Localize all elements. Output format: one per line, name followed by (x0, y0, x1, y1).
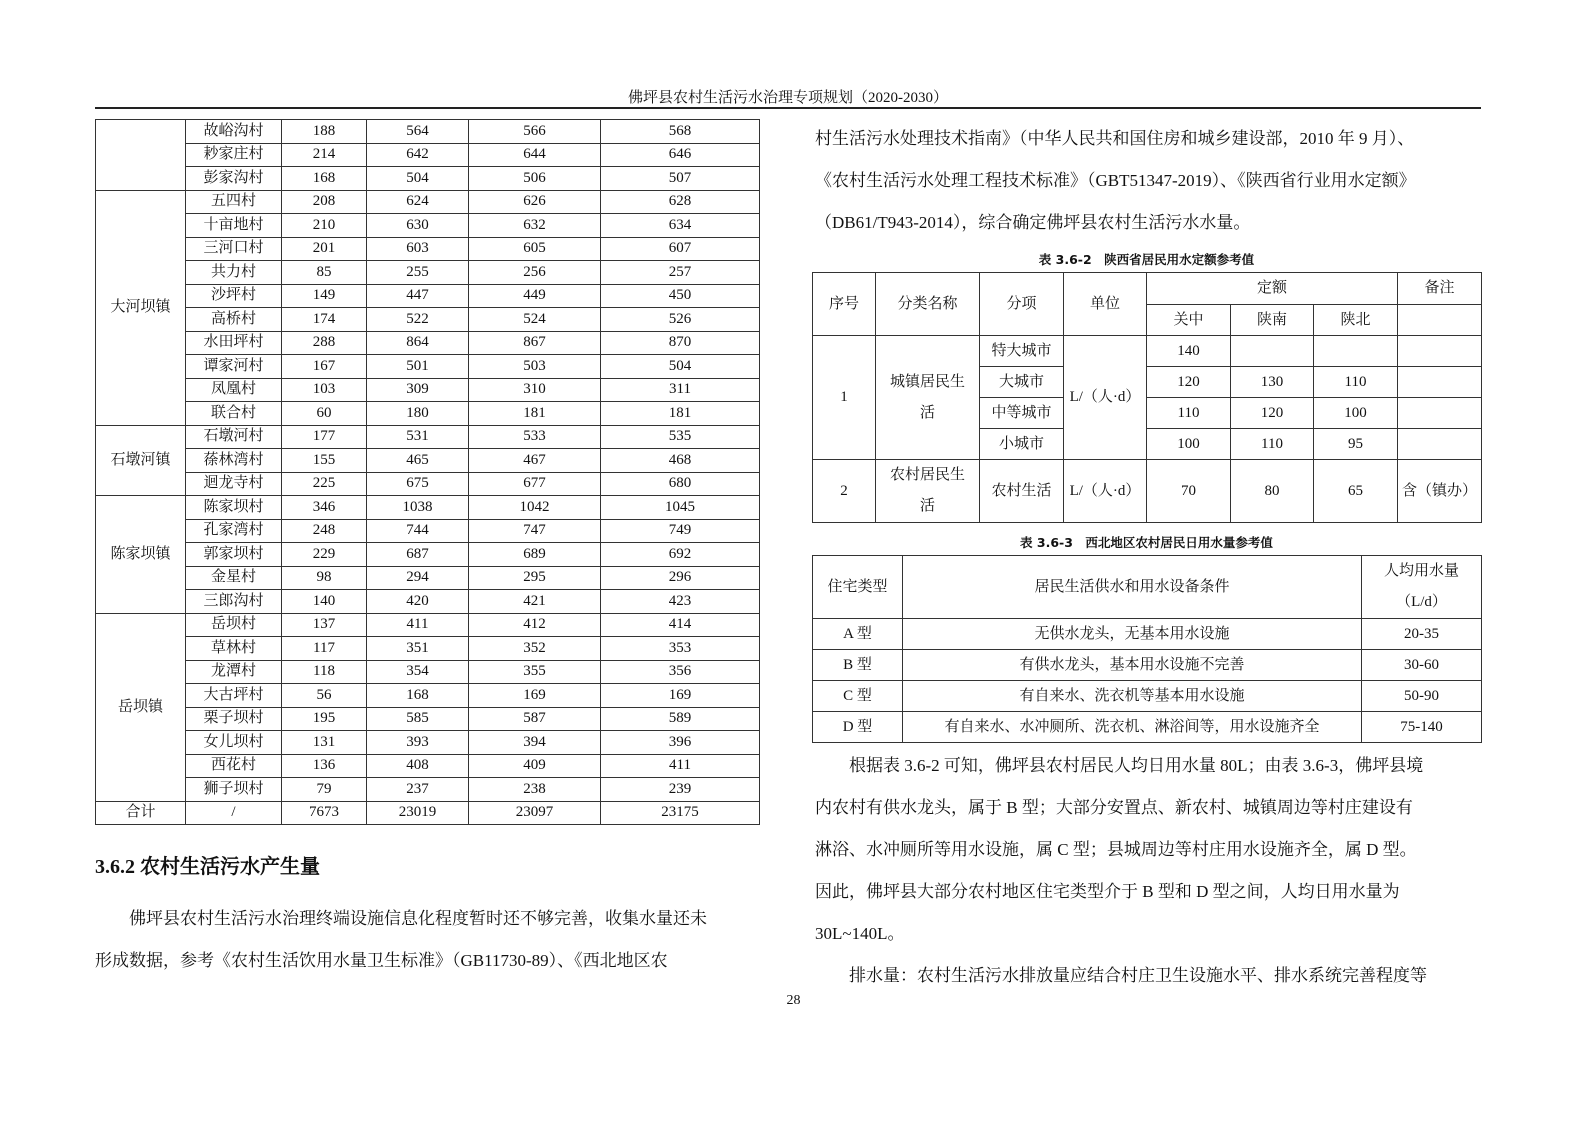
village-cell: 西花村 (186, 754, 282, 778)
header-unit: 单位 (1064, 273, 1147, 336)
value-cell: 522 (367, 308, 469, 332)
value-cell: 393 (367, 731, 469, 755)
value-cell: 449 (469, 284, 601, 308)
village-cell: 凤凰村 (186, 378, 282, 402)
value-cell: 501 (367, 355, 469, 379)
value-cell: 589 (601, 707, 760, 731)
value-cell: 288 (282, 331, 367, 355)
text-line: 排水量：农村生活污水排放量应结合村庄卫生设施水平、排水系统完善程度等 (849, 966, 1427, 985)
paragraph-intro (95, 898, 759, 982)
table-row (96, 496, 760, 520)
value-cell: 351 (367, 637, 469, 661)
header-guanzhong: 关中 (1147, 305, 1231, 336)
value-cell: 408 (367, 754, 469, 778)
value-cell: 864 (367, 331, 469, 355)
value-cell: 117 (282, 637, 367, 661)
header-amount-line2: （L/d） (1396, 594, 1447, 610)
value-cell: 140 (282, 590, 367, 614)
value-cell: 255 (367, 261, 469, 285)
village-cell: 水田坪村 (186, 331, 282, 355)
table-row (96, 190, 760, 214)
row1-unit: L/（人·d） (1064, 336, 1147, 460)
table-row (96, 378, 760, 402)
row1-seq: 1 (813, 336, 876, 460)
table-row (96, 284, 760, 308)
value-cell: 1038 (367, 496, 469, 520)
value-cell: 394 (469, 731, 601, 755)
value-cell: 309 (367, 378, 469, 402)
value-cell: 412 (469, 613, 601, 637)
value-cell: 675 (367, 472, 469, 496)
value-cell: 526 (601, 308, 760, 332)
value-cell: 603 (367, 237, 469, 261)
value-cell: 411 (367, 613, 469, 637)
value-cell: 533 (469, 425, 601, 449)
value-cell: 188 (282, 120, 367, 144)
value-cell: 346 (282, 496, 367, 520)
town-cell (96, 120, 186, 191)
village-cell: 岳坝村 (186, 613, 282, 637)
amount-cell: 75-140 (1362, 712, 1482, 743)
text-line: 因此，佛坪县大部分农村地区住宅类型介于 B 型和 D 型之间，人均日用水量为 (815, 882, 1400, 901)
table-row (96, 590, 760, 614)
value-cell: 632 (469, 214, 601, 238)
village-cell: 高桥村 (186, 308, 282, 332)
value-cell: 411 (601, 754, 760, 778)
value-cell: 169 (601, 684, 760, 708)
quota-cell: 120 (1147, 367, 1231, 398)
value-cell: 692 (601, 543, 760, 567)
value-cell: 239 (601, 778, 760, 802)
note-cell (1398, 429, 1482, 460)
table-row (96, 425, 760, 449)
amount-cell: 50-90 (1362, 681, 1482, 712)
village-cell: 孔家湾村 (186, 519, 282, 543)
value-cell: 296 (601, 566, 760, 590)
quota-cell (1314, 336, 1398, 367)
value-cell: 1042 (469, 496, 601, 520)
village-cell: 三河口村 (186, 237, 282, 261)
value-cell: 587 (469, 707, 601, 731)
quota-cell (1231, 336, 1314, 367)
value-cell: 256 (469, 261, 601, 285)
header-condition: 居民生活供水和用水设备条件 (903, 556, 1362, 619)
value-cell: 60 (282, 402, 367, 426)
row2-note: 含（镇办） (1398, 460, 1482, 523)
table-row (96, 754, 760, 778)
value-cell: 181 (469, 402, 601, 426)
village-cell: 石墩河村 (186, 425, 282, 449)
table-row (96, 566, 760, 590)
value-cell: 450 (601, 284, 760, 308)
header-quota: 定额 (1147, 273, 1398, 305)
value-cell: 169 (469, 684, 601, 708)
quota-cell: 130 (1231, 367, 1314, 398)
village-cell: 陈家坝村 (186, 496, 282, 520)
header-amount-line1: 人均用水量 (1383, 563, 1459, 579)
note-cell (1398, 398, 1482, 429)
value-cell: 257 (601, 261, 760, 285)
text-line: 根据表 3.6-2 可知，佛坪县农村居民人均日用水量 80L；由表 3.6-3，佛坪县境 (849, 756, 1424, 775)
value-cell: 870 (601, 331, 760, 355)
value-cell: 1045 (601, 496, 760, 520)
village-cell: 狮子坝村 (186, 778, 282, 802)
value-cell: 531 (367, 425, 469, 449)
table-row (96, 707, 760, 731)
village-cell: 沙坪村 (186, 284, 282, 308)
value-cell: 355 (469, 660, 601, 684)
value-cell: 467 (469, 449, 601, 473)
shaanxi-quota-table (812, 272, 1482, 523)
value-cell: 749 (601, 519, 760, 543)
text-line: 内农村有供水龙头，属于 B 型；大部分安置点、新农村、城镇周边等村庄建设有 (815, 798, 1413, 817)
value-cell: 168 (367, 684, 469, 708)
value-cell: 353 (601, 637, 760, 661)
village-cell: 谭家河村 (186, 355, 282, 379)
village-cell: 五四村 (186, 190, 282, 214)
value-cell: 535 (601, 425, 760, 449)
total-cell: 23097 (469, 801, 601, 825)
value-cell: 423 (601, 590, 760, 614)
value-cell: 644 (469, 143, 601, 167)
value-cell: 208 (282, 190, 367, 214)
table-row (96, 543, 760, 567)
header-seq: 序号 (813, 273, 876, 336)
text-line: 佛坪县农村生活污水治理终端设施信息化程度暂时还不够完善，收集水量还未 (129, 909, 707, 928)
value-cell: 352 (469, 637, 601, 661)
table-row (96, 684, 760, 708)
condition-cell: 有供水龙头，基本用水设施不完善 (903, 650, 1362, 681)
value-cell: 504 (601, 355, 760, 379)
value-cell: 680 (601, 472, 760, 496)
quota-cell: 120 (1231, 398, 1314, 429)
quota-cell: 140 (1147, 336, 1231, 367)
value-cell: 747 (469, 519, 601, 543)
value-cell: 689 (469, 543, 601, 567)
table-row (96, 308, 760, 332)
village-cell: 联合村 (186, 402, 282, 426)
value-cell: 155 (282, 449, 367, 473)
value-cell: 168 (282, 167, 367, 191)
value-cell: 867 (469, 331, 601, 355)
value-cell: 524 (469, 308, 601, 332)
text-line: 《农村生活污水处理工程技术标准》（GBT51347-2019）、《陕西省行业用水定额》 (815, 171, 1416, 190)
value-cell: 210 (282, 214, 367, 238)
type-cell: B 型 (813, 650, 903, 681)
value-cell: 201 (282, 237, 367, 261)
row2-guanzhong: 70 (1147, 460, 1231, 523)
total-row (96, 801, 760, 825)
value-cell: 85 (282, 261, 367, 285)
value-cell: 744 (367, 519, 469, 543)
table-row (96, 331, 760, 355)
total-cell: 23019 (367, 801, 469, 825)
value-cell: 506 (469, 167, 601, 191)
value-cell: 356 (601, 660, 760, 684)
village-water-table (95, 119, 760, 825)
header-item: 分项 (980, 273, 1064, 336)
value-cell: 504 (367, 167, 469, 191)
row2-item: 农村生活 (980, 460, 1064, 523)
value-cell: 677 (469, 472, 601, 496)
value-cell: 295 (469, 566, 601, 590)
item-cell: 大城市 (980, 367, 1064, 398)
village-cell: 蒣林湾村 (186, 449, 282, 473)
header-type: 住宅类型 (813, 556, 903, 619)
value-cell: 605 (469, 237, 601, 261)
value-cell: 118 (282, 660, 367, 684)
text-line: 村生活污水处理技术指南》（中华人民共和国住房和城乡建设部，2010 年 9 月）、 (815, 129, 1415, 148)
running-header: 佛坪县农村生活污水治理专项规划（2020-2030） (628, 90, 948, 106)
header-note: 备注 (1398, 273, 1482, 305)
value-cell: 214 (282, 143, 367, 167)
quota-cell: 100 (1147, 429, 1231, 460)
value-cell: 409 (469, 754, 601, 778)
amount-cell: 20-35 (1362, 619, 1482, 650)
table-row (96, 402, 760, 426)
value-cell: 630 (367, 214, 469, 238)
northwest-daily-water-table (812, 555, 1482, 743)
value-cell: 131 (282, 731, 367, 755)
quota-cell: 100 (1314, 398, 1398, 429)
value-cell: 465 (367, 449, 469, 473)
table-row (96, 143, 760, 167)
value-cell: 248 (282, 519, 367, 543)
page-number: 28 (786, 993, 801, 1008)
value-cell: 564 (367, 120, 469, 144)
value-cell: 103 (282, 378, 367, 402)
value-cell: 447 (367, 284, 469, 308)
row2-shannan: 80 (1231, 460, 1314, 523)
value-cell: 310 (469, 378, 601, 402)
type-cell: D 型 (813, 712, 903, 743)
total-cell: 7673 (282, 801, 367, 825)
value-cell: 149 (282, 284, 367, 308)
header-note-blank (1398, 305, 1482, 336)
value-cell: 646 (601, 143, 760, 167)
value-cell: 79 (282, 778, 367, 802)
value-cell: 237 (367, 778, 469, 802)
value-cell: 420 (367, 590, 469, 614)
table-row (96, 449, 760, 473)
value-cell: 503 (469, 355, 601, 379)
value-cell: 566 (469, 120, 601, 144)
table-caption-363: 表 3.6-3 西北地区农村居民日用水量参考值 (1020, 535, 1273, 550)
value-cell: 180 (367, 402, 469, 426)
row2-unit: L/（人·d） (1064, 460, 1147, 523)
value-cell: 354 (367, 660, 469, 684)
total-cell: / (186, 801, 282, 825)
value-cell: 634 (601, 214, 760, 238)
value-cell: 177 (282, 425, 367, 449)
value-cell: 181 (601, 402, 760, 426)
value-cell: 136 (282, 754, 367, 778)
total-cell: 23175 (601, 801, 760, 825)
village-cell: 耖家庄村 (186, 143, 282, 167)
village-cell: 金星村 (186, 566, 282, 590)
village-cell: 女儿坝村 (186, 731, 282, 755)
text-line: 30L~140L。 (815, 924, 905, 943)
paragraph-analysis (815, 745, 1481, 997)
table-row (96, 237, 760, 261)
village-cell: 大古坪村 (186, 684, 282, 708)
item-cell: 小城市 (980, 429, 1064, 460)
value-cell: 507 (601, 167, 760, 191)
item-cell: 特大城市 (980, 336, 1064, 367)
value-cell: 225 (282, 472, 367, 496)
table-row (96, 214, 760, 238)
value-cell: 642 (367, 143, 469, 167)
row1-category: 城镇居民生活 (876, 336, 980, 460)
table-row (96, 120, 760, 144)
amount-cell: 30-60 (1362, 650, 1482, 681)
value-cell: 238 (469, 778, 601, 802)
table-row (96, 355, 760, 379)
village-cell: 迴龙寺村 (186, 472, 282, 496)
village-cell: 故峪沟村 (186, 120, 282, 144)
quota-cell: 95 (1314, 429, 1398, 460)
quota-cell: 110 (1147, 398, 1231, 429)
table-row (96, 660, 760, 684)
note-cell (1398, 336, 1482, 367)
village-cell: 郭家坝村 (186, 543, 282, 567)
type-cell: A 型 (813, 619, 903, 650)
total-cell: 合计 (96, 801, 186, 825)
table-row (96, 519, 760, 543)
table-row (96, 167, 760, 191)
type-cell: C 型 (813, 681, 903, 712)
table-row (96, 637, 760, 661)
section-heading: 3.6.2 农村生活污水产生量 (95, 856, 320, 878)
row2-seq: 2 (813, 460, 876, 523)
value-cell: 585 (367, 707, 469, 731)
paragraph-intro-cont (815, 118, 1481, 244)
condition-cell: 有自来水、洗衣机等基本用水设施 (903, 681, 1362, 712)
value-cell: 174 (282, 308, 367, 332)
header-shanbei: 陕北 (1314, 305, 1398, 336)
village-cell: 栗子坝村 (186, 707, 282, 731)
village-cell: 三郎沟村 (186, 590, 282, 614)
condition-cell: 有自来水、水冲厕所、洗衣机、淋浴间等，用水设施齐全 (903, 712, 1362, 743)
village-cell: 草林村 (186, 637, 282, 661)
value-cell: 628 (601, 190, 760, 214)
header-rule (95, 107, 1481, 109)
table-row (96, 261, 760, 285)
value-cell: 167 (282, 355, 367, 379)
row2-category: 农村居民生活 (876, 460, 980, 523)
text-line: 淋浴、水冲厕所等用水设施，属 C 型；县城周边等村庄用水设施齐全，属 D 型。 (815, 840, 1417, 859)
value-cell: 414 (601, 613, 760, 637)
village-cell: 彭家沟村 (186, 167, 282, 191)
value-cell: 421 (469, 590, 601, 614)
header-amount (1362, 556, 1482, 619)
value-cell: 568 (601, 120, 760, 144)
table-row (96, 778, 760, 802)
village-cell: 十亩地村 (186, 214, 282, 238)
village-cell: 龙潭村 (186, 660, 282, 684)
value-cell: 137 (282, 613, 367, 637)
quota-cell: 110 (1231, 429, 1314, 460)
value-cell: 624 (367, 190, 469, 214)
value-cell: 311 (601, 378, 760, 402)
condition-cell: 无供水龙头，无基本用水设施 (903, 619, 1362, 650)
value-cell: 607 (601, 237, 760, 261)
value-cell: 195 (282, 707, 367, 731)
table-row (96, 731, 760, 755)
value-cell: 294 (367, 566, 469, 590)
table-row (96, 613, 760, 637)
town-cell: 大河坝镇 (96, 190, 186, 425)
value-cell: 229 (282, 543, 367, 567)
header-category: 分类名称 (876, 273, 980, 336)
header-shannan: 陕南 (1231, 305, 1314, 336)
value-cell: 396 (601, 731, 760, 755)
text-line: 形成数据，参考《农村生活饮用水量卫生标准》（GB11730-89）、《西北地区农 (95, 951, 668, 970)
row2-shanbei: 65 (1314, 460, 1398, 523)
text-line: （DB61/T943-2014），综合确定佛坪县农村生活污水水量。 (815, 213, 1251, 232)
item-cell: 中等城市 (980, 398, 1064, 429)
table-caption-362: 表 3.6-2 陕西省居民用水定额参考值 (1038, 252, 1255, 267)
value-cell: 468 (601, 449, 760, 473)
value-cell: 56 (282, 684, 367, 708)
note-cell (1398, 367, 1482, 398)
value-cell: 626 (469, 190, 601, 214)
town-cell: 石墩河镇 (96, 425, 186, 496)
village-cell: 共力村 (186, 261, 282, 285)
table-row (96, 472, 760, 496)
value-cell: 687 (367, 543, 469, 567)
town-cell: 陈家坝镇 (96, 496, 186, 614)
town-cell: 岳坝镇 (96, 613, 186, 801)
quota-cell: 110 (1314, 367, 1398, 398)
value-cell: 98 (282, 566, 367, 590)
